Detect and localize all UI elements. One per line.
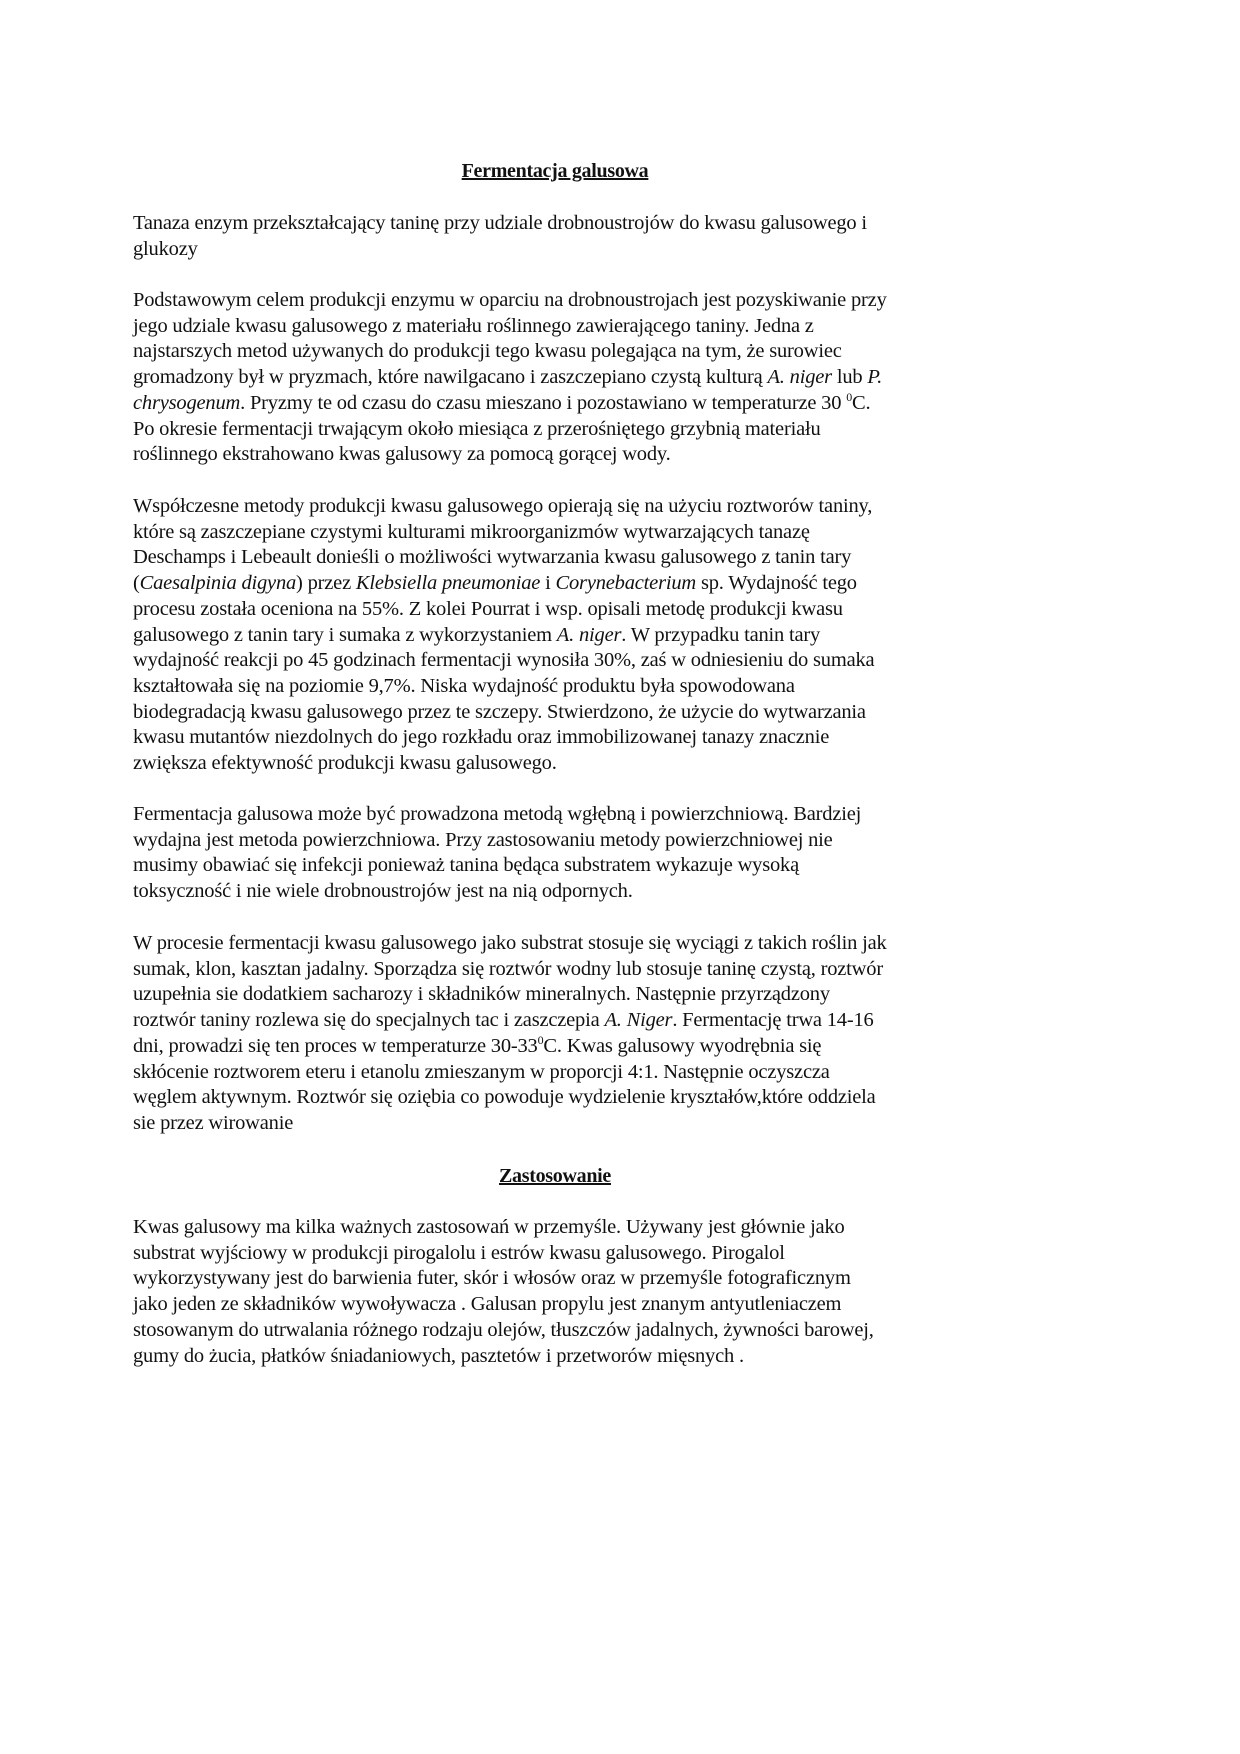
text-line bbox=[133, 725, 874, 751]
text-segment: stosowanym do utrwalania różnego rodzaju olejów, tłuszczów jadalnych, żywności barowej, bbox=[133, 1318, 874, 1341]
text-segment: Współczesne metody produkcji kwasu galusowego opierają się na użyciu roztworów taniny, bbox=[133, 495, 873, 517]
text-line bbox=[133, 931, 887, 957]
section-heading-zastosowanie: Zastosowanie bbox=[499, 1165, 611, 1187]
italic-text: A. Niger bbox=[604, 1009, 673, 1032]
text-segment: C. Kwas galusowy wyodrębnia się bbox=[543, 1034, 822, 1057]
text-segment: sp. Wydajność tego bbox=[696, 572, 857, 595]
paragraph-process bbox=[133, 931, 887, 1137]
text-line bbox=[133, 802, 861, 828]
text-segment: Kwas galusowy ma kilka ważnych zastosowań w przemyśle. Używany jest głównie jako bbox=[133, 1216, 845, 1238]
text-line bbox=[133, 1266, 874, 1292]
text-line bbox=[133, 700, 874, 726]
text-line bbox=[133, 957, 887, 983]
text-segment: . W przypadku tanin tary bbox=[621, 623, 821, 646]
text-segment: ) przez bbox=[296, 572, 356, 595]
text-segment: Tanaza enzym przekształcający taninę przy udziale drobnoustrojów do kwasu galusowego i bbox=[133, 212, 867, 234]
paragraph-history bbox=[133, 288, 887, 468]
text-line bbox=[133, 1085, 887, 1111]
text-line bbox=[133, 1215, 874, 1241]
document-title: Fermentacja galusowa bbox=[461, 160, 649, 182]
text-line bbox=[133, 365, 887, 391]
text-segment: dni, prowadzi się ten proces w temperaturze 30-33 bbox=[133, 1034, 538, 1057]
text-line bbox=[133, 1241, 874, 1267]
text-segment: procesu została oceniona na 55%. Z kolei Pourrat i wsp. opisali metodę produkcji kwasu bbox=[133, 597, 843, 620]
text-line bbox=[133, 1344, 874, 1370]
text-line bbox=[133, 1292, 874, 1318]
text-line bbox=[133, 339, 887, 365]
text-line bbox=[133, 314, 887, 340]
superscript: 0 bbox=[537, 1032, 544, 1047]
text-segment: gumy do żucia, płatków śniadaniowych, pasztetów i przetworów mięsnych . bbox=[133, 1344, 744, 1367]
text-line bbox=[133, 1008, 887, 1034]
text-segment: węglem aktywnym. Roztwór się oziębia co powoduje wydzielenie kryształów,które oddziela bbox=[133, 1086, 876, 1109]
italic-text: Caesalpinia digyna bbox=[139, 572, 297, 595]
text-segment: jako jeden ze składników wywoływacza . Galusan propylu jest znanym antyutleniaczem bbox=[133, 1293, 842, 1316]
text-segment: Po okresie fermentacji trwającym około miesiąca z przerośniętego grzybnią materiału bbox=[133, 417, 821, 440]
italic-text: P. bbox=[867, 366, 882, 389]
text-segment: kwasu mutantów niezdolnych do jego rozkładu oraz immobilizowanej tanazy znacznie bbox=[133, 726, 830, 749]
text-segment: roślinnego ekstrahowano kwas galusowy za pomocą gorącej wody. bbox=[133, 443, 671, 466]
text-segment: sie przez wirowanie bbox=[133, 1111, 294, 1134]
text-segment: W procesie fermentacji kwasu galusowego jako substrat stosuje się wyciągi z takich roślin jak bbox=[133, 932, 887, 954]
text-segment: Fermentacja galusowa może być prowadzona metodą wgłębną i powierzchniową. Bardziej bbox=[133, 803, 862, 825]
text-line bbox=[133, 442, 887, 468]
text-segment: Deschamps i Lebeault donieśli o możliwości wytwarzania kwasu galusowego z tanin tary bbox=[133, 546, 852, 569]
text-segment: kształtowała się na poziomie 9,7%. Niska wydajność produktu była spowodowana bbox=[133, 674, 795, 697]
text-segment: . Fermentację trwa 14-16 bbox=[672, 1009, 874, 1032]
text-segment: zwiększa efektywność produkcji kwasu galusowego. bbox=[133, 752, 557, 775]
text-line bbox=[133, 545, 874, 571]
text-segment: uzupełnia sie dodatkiem sacharozy i składników mineralnych. Następnie przyrządzony bbox=[133, 983, 830, 1006]
text-segment: Podstawowym celem produkcji enzymu w oparciu na drobnoustrojach jest pozyskiwanie przy bbox=[133, 289, 887, 311]
text-line bbox=[133, 494, 874, 520]
text-segment: sumak, klon, kasztan jadalny. Sporządza się roztwór wodny lub stosuje taninę czystą, roztwór bbox=[133, 957, 883, 980]
italic-text: Corynebacterium bbox=[555, 572, 697, 595]
text-segment: toksyczność i nie wiele drobnoustrojów jest na nią odpornych. bbox=[133, 880, 633, 903]
text-line bbox=[133, 674, 874, 700]
text-line bbox=[133, 1034, 887, 1060]
text-line bbox=[133, 853, 861, 879]
text-line bbox=[133, 648, 874, 674]
text-segment: wydajność reakcji po 45 godzinach fermentacji wynosiła 30%, zaś w odniesieniu do sumaka bbox=[133, 649, 875, 672]
text-segment: gromadzony był w pryzmach, które nawilgacano i zaszczepiano czystą kulturą bbox=[133, 366, 768, 389]
text-segment: wykorzystywany jest do barwienia futer, skór i włosów oraz w przemyśle fotograficznym bbox=[133, 1267, 851, 1290]
text-line bbox=[133, 623, 874, 649]
text-segment: skłócenie roztworem eteru i etanolu zmieszanym w proporcji 4:1. Następnie oczyszcza bbox=[133, 1060, 830, 1083]
paragraph-applications bbox=[133, 1215, 874, 1369]
text-line bbox=[133, 751, 874, 777]
text-segment: . Pryzmy te od czasu do czasu mieszano i pozostawiano w temperaturze 30 bbox=[240, 391, 847, 414]
text-segment: musimy obawiać się infekcji ponieważ tanina będąca substratem wykazuje wysoką bbox=[133, 854, 799, 877]
text-segment: substrat wyjściowy w produkcji pirogalolu i estrów kwasu galusowego. Pirogalol bbox=[133, 1241, 785, 1264]
text-line bbox=[133, 1060, 887, 1086]
text-line bbox=[133, 391, 887, 417]
text-segment: lub bbox=[831, 366, 868, 389]
text-line bbox=[133, 1318, 874, 1344]
text-line bbox=[133, 597, 874, 623]
text-segment: jego udziale kwasu galusowego z materiału roślinnego zawierającego taniny. Jedna z bbox=[133, 314, 814, 337]
text-segment: ( bbox=[133, 572, 140, 595]
italic-text: A. niger bbox=[767, 366, 832, 389]
text-line bbox=[133, 982, 887, 1008]
italic-text: chrysogenum bbox=[133, 391, 241, 414]
text-line bbox=[133, 211, 867, 237]
text-segment: najstarszych metod używanych do produkcji tego kwasu polegająca na tym, że surowiec bbox=[133, 340, 842, 363]
text-segment: biodegradacją kwasu galusowego przez te szczepy. Stwierdzono, że użycie do wytwarzania bbox=[133, 700, 866, 723]
text-segment: wydajna jest metoda powierzchniowa. Przy zastosowaniu metody powierzchniowej nie bbox=[133, 828, 833, 851]
paragraph-intro bbox=[133, 211, 867, 262]
superscript: 0 bbox=[846, 389, 853, 404]
text-segment: glukozy bbox=[133, 237, 198, 260]
text-line bbox=[133, 571, 874, 597]
paragraph-fermentation-types bbox=[133, 802, 861, 905]
text-line bbox=[133, 288, 887, 314]
text-line bbox=[133, 1111, 887, 1137]
text-line bbox=[133, 237, 867, 263]
text-line bbox=[133, 417, 887, 443]
text-line bbox=[133, 520, 874, 546]
text-segment: roztwór taniny rozlewa się do specjalnych tac i zaszczepia bbox=[133, 1009, 605, 1032]
paragraph-modern-methods bbox=[133, 494, 874, 777]
text-segment: galusowego z tanin tary i sumaka z wykorzystaniem bbox=[133, 623, 557, 646]
text-line bbox=[133, 828, 861, 854]
text-segment: które są zaszczepiane czystymi kulturami mikroorganizmów wytwarzających tanazę bbox=[133, 520, 810, 543]
italic-text: A. niger bbox=[556, 623, 622, 646]
text-line bbox=[133, 879, 861, 905]
italic-text: Klebsiella pneumoniae bbox=[355, 572, 541, 595]
text-segment: i bbox=[540, 572, 556, 595]
text-segment: C. bbox=[852, 391, 871, 414]
